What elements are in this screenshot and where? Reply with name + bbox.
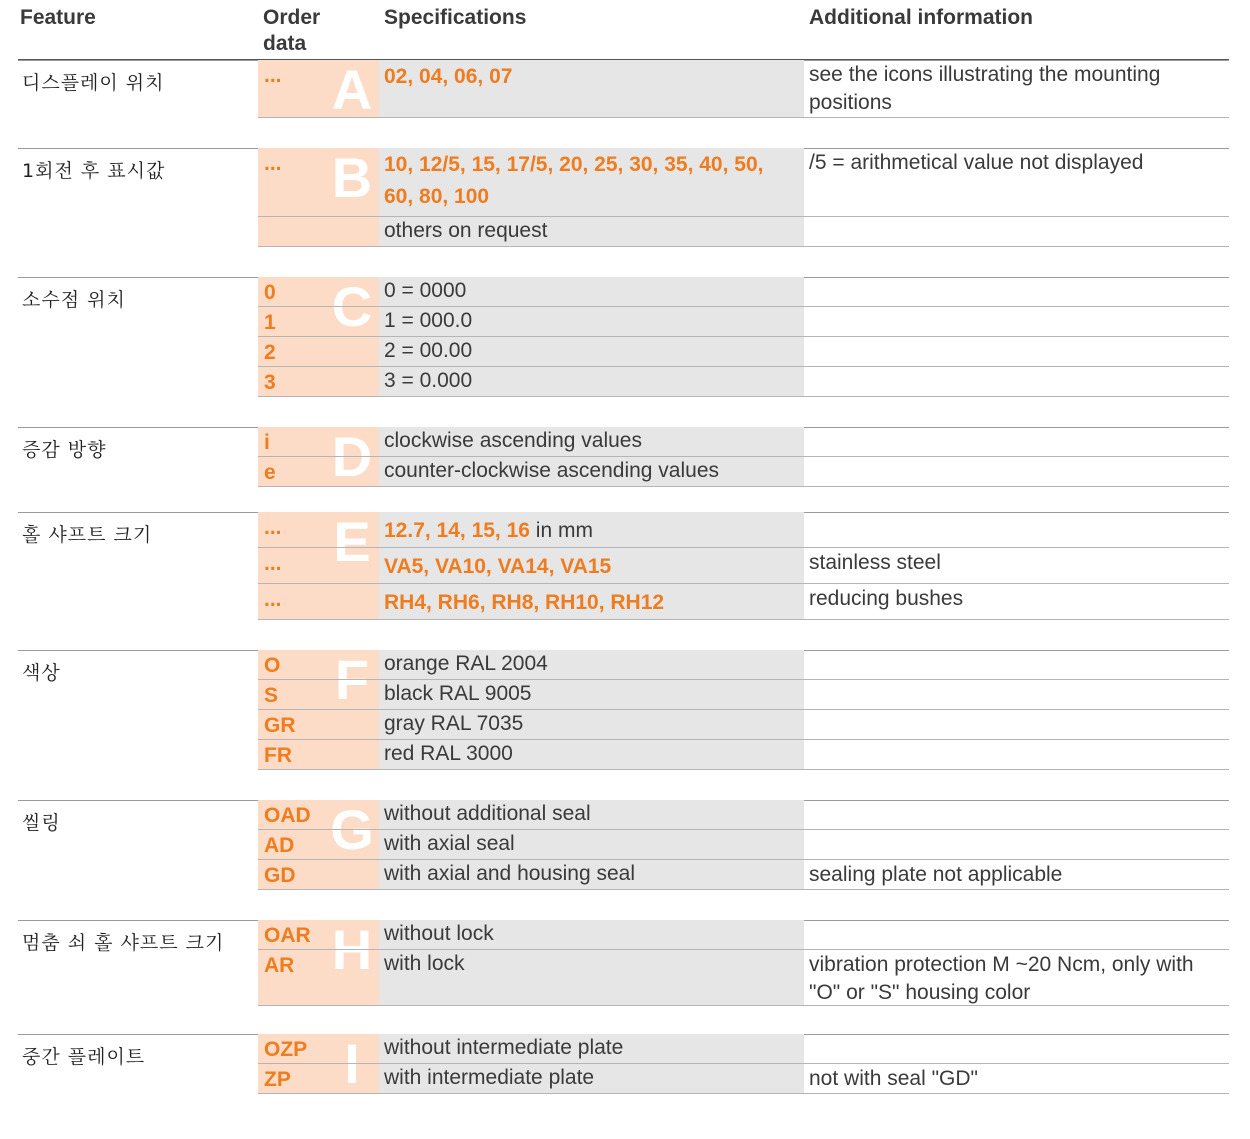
specification-value: with intermediate plate bbox=[384, 1066, 595, 1089]
table-row bbox=[258, 1064, 1229, 1094]
row-divider bbox=[258, 619, 1229, 620]
table-row bbox=[258, 58, 1229, 121]
row-divider bbox=[258, 117, 1229, 118]
specification-value: counter-clockwise ascending values bbox=[384, 459, 720, 482]
table-header bbox=[18, 0, 1229, 60]
table-row bbox=[258, 740, 1229, 770]
specification bbox=[384, 798, 794, 830]
table-row bbox=[258, 367, 1229, 397]
order-code: ... bbox=[264, 516, 282, 539]
specification-value: with lock bbox=[384, 952, 465, 975]
table-row bbox=[258, 830, 1229, 860]
group-letter: H bbox=[331, 918, 373, 981]
feature-group bbox=[18, 920, 1229, 1006]
specification-value: gray RAL 7035 bbox=[384, 712, 524, 735]
feature-label: 디스플레이 위치 bbox=[22, 72, 165, 94]
specification-value: with axial seal bbox=[384, 832, 515, 855]
additional-information: stainless steel bbox=[809, 551, 941, 574]
feature-label: 씰링 bbox=[22, 812, 61, 834]
order-code: OAR bbox=[264, 924, 311, 947]
group-letter: A bbox=[331, 58, 373, 121]
feature-group bbox=[18, 427, 1229, 487]
specification-value: 1 = 000.0 bbox=[384, 309, 473, 332]
order-code: e bbox=[264, 461, 276, 484]
specification-value: 2 = 00.00 bbox=[384, 339, 473, 362]
specification bbox=[384, 948, 794, 980]
specification bbox=[384, 858, 794, 890]
table-row bbox=[258, 680, 1229, 710]
specification-value: 02, 04, 06, 07 bbox=[384, 65, 513, 88]
feature-group bbox=[18, 512, 1229, 620]
feature-group bbox=[18, 650, 1229, 770]
specification bbox=[384, 678, 794, 710]
specification-value: red RAL 3000 bbox=[384, 742, 513, 765]
table-row bbox=[258, 217, 1229, 247]
feature-label: 1회전 후 표시값 bbox=[22, 160, 166, 182]
order-code: 1 bbox=[264, 311, 276, 334]
specification-value: with axial and housing seal bbox=[384, 862, 635, 885]
specification-unit: in mm bbox=[529, 519, 593, 542]
table-row bbox=[258, 457, 1229, 487]
order-code: ... bbox=[264, 152, 282, 175]
order-code: 2 bbox=[264, 341, 276, 364]
header-additional-information: Additional information bbox=[809, 6, 1033, 29]
specification bbox=[384, 828, 794, 860]
specification-value: without intermediate plate bbox=[384, 1036, 624, 1059]
feature-group bbox=[18, 58, 1229, 121]
table-row bbox=[258, 650, 1229, 680]
table-row bbox=[258, 584, 1229, 620]
table-row bbox=[258, 710, 1229, 740]
group-letter: F bbox=[334, 648, 370, 711]
specification bbox=[384, 587, 794, 619]
order-code: GD bbox=[264, 864, 296, 887]
table-row bbox=[258, 800, 1229, 830]
feature-label: 홀 샤프트 크기 bbox=[22, 524, 153, 546]
feature-group bbox=[18, 1034, 1229, 1094]
specification bbox=[384, 708, 794, 740]
order-code: ... bbox=[264, 588, 282, 611]
table-row bbox=[258, 148, 1229, 217]
specification-value: without lock bbox=[384, 922, 494, 945]
specification bbox=[384, 149, 794, 213]
order-code: AR bbox=[264, 954, 295, 977]
feature-group bbox=[18, 277, 1229, 397]
table-row bbox=[258, 1034, 1229, 1064]
specification bbox=[384, 648, 794, 680]
header-specifications: Specifications bbox=[384, 6, 527, 29]
table-row bbox=[258, 307, 1229, 337]
order-code: S bbox=[264, 684, 279, 707]
group-letter: C bbox=[331, 275, 373, 338]
order-code: OZP bbox=[264, 1038, 308, 1061]
order-code: OAD bbox=[264, 804, 311, 827]
specification-value: black RAL 9005 bbox=[384, 682, 532, 705]
specification-value: clockwise ascending values bbox=[384, 429, 642, 452]
specification bbox=[384, 1062, 794, 1094]
table-row bbox=[258, 337, 1229, 367]
specification-value: 0 = 0000 bbox=[384, 279, 467, 302]
additional-information: vibration protection M ~20 Ncm, only with "O" or "S" housing color bbox=[809, 953, 1194, 1004]
feature-label: 색상 bbox=[22, 662, 61, 684]
specification-value: RH4, RH6, RH8, RH10, RH12 bbox=[384, 591, 665, 614]
order-code: O bbox=[264, 654, 281, 677]
group-letter: G bbox=[330, 798, 374, 861]
order-code: 3 bbox=[264, 371, 276, 394]
specification bbox=[384, 275, 794, 307]
order-code: ZP bbox=[264, 1068, 291, 1091]
table-row bbox=[258, 920, 1229, 950]
group-letter: B bbox=[331, 146, 373, 209]
specification bbox=[384, 738, 794, 770]
specification-value: VA5, VA10, VA14, VA15 bbox=[384, 555, 612, 578]
additional-information: sealing plate not applicable bbox=[809, 863, 1063, 886]
header-feature: Feature bbox=[20, 6, 96, 29]
order-code: 0 bbox=[264, 281, 276, 304]
additional-information: reducing bushes bbox=[809, 587, 964, 610]
order-code: FR bbox=[264, 744, 292, 767]
header-order-data: Order data bbox=[263, 6, 321, 55]
feature-label: 중간 플레이트 bbox=[22, 1046, 146, 1068]
table-row bbox=[258, 427, 1229, 457]
specification bbox=[384, 918, 794, 950]
feature-label: 증감 방향 bbox=[22, 439, 107, 461]
feature-group bbox=[18, 148, 1229, 247]
specification bbox=[384, 365, 794, 397]
additional-information: see the icons illustrating the mounting positions bbox=[809, 63, 1161, 114]
order-code: i bbox=[264, 431, 270, 454]
order-code: AD bbox=[264, 834, 295, 857]
specification bbox=[384, 425, 794, 457]
order-code: GR bbox=[264, 714, 296, 737]
group-letter: E bbox=[333, 510, 371, 573]
group-letter: I bbox=[344, 1032, 360, 1095]
specification-value: 3 = 0.000 bbox=[384, 369, 473, 392]
additional-information: /5 = arithmetical value not displayed bbox=[809, 151, 1144, 174]
specification bbox=[384, 1032, 794, 1064]
specification bbox=[384, 305, 794, 337]
specification-value: orange RAL 2004 bbox=[384, 652, 548, 675]
table-row bbox=[258, 950, 1229, 1006]
specification-value: without additional seal bbox=[384, 802, 591, 825]
specification-value: 12.7, 14, 15, 16 bbox=[384, 519, 530, 542]
feature-label: 멈춤 쇠 홀 샤프트 크기 bbox=[22, 932, 225, 954]
specification bbox=[384, 215, 794, 247]
specification bbox=[384, 515, 794, 547]
specification-value: others on request bbox=[384, 219, 548, 242]
feature-group bbox=[18, 800, 1229, 890]
order-code: ... bbox=[264, 64, 282, 87]
table-row bbox=[258, 548, 1229, 584]
additional-information: not with seal "GD" bbox=[809, 1067, 978, 1090]
specification bbox=[384, 551, 794, 583]
feature-label: 소수점 위치 bbox=[22, 289, 126, 311]
order-code: ... bbox=[264, 552, 282, 575]
specification bbox=[384, 61, 794, 93]
specification bbox=[384, 455, 794, 487]
group-letter: D bbox=[331, 425, 373, 488]
table-row bbox=[258, 860, 1229, 890]
table-row bbox=[258, 512, 1229, 548]
table-row bbox=[258, 277, 1229, 307]
specification-value: 10, 12/5, 15, 17/5, 20, 25, 30, 35, 40, 50, 60, 80, 100 bbox=[384, 153, 764, 208]
specification bbox=[384, 335, 794, 367]
